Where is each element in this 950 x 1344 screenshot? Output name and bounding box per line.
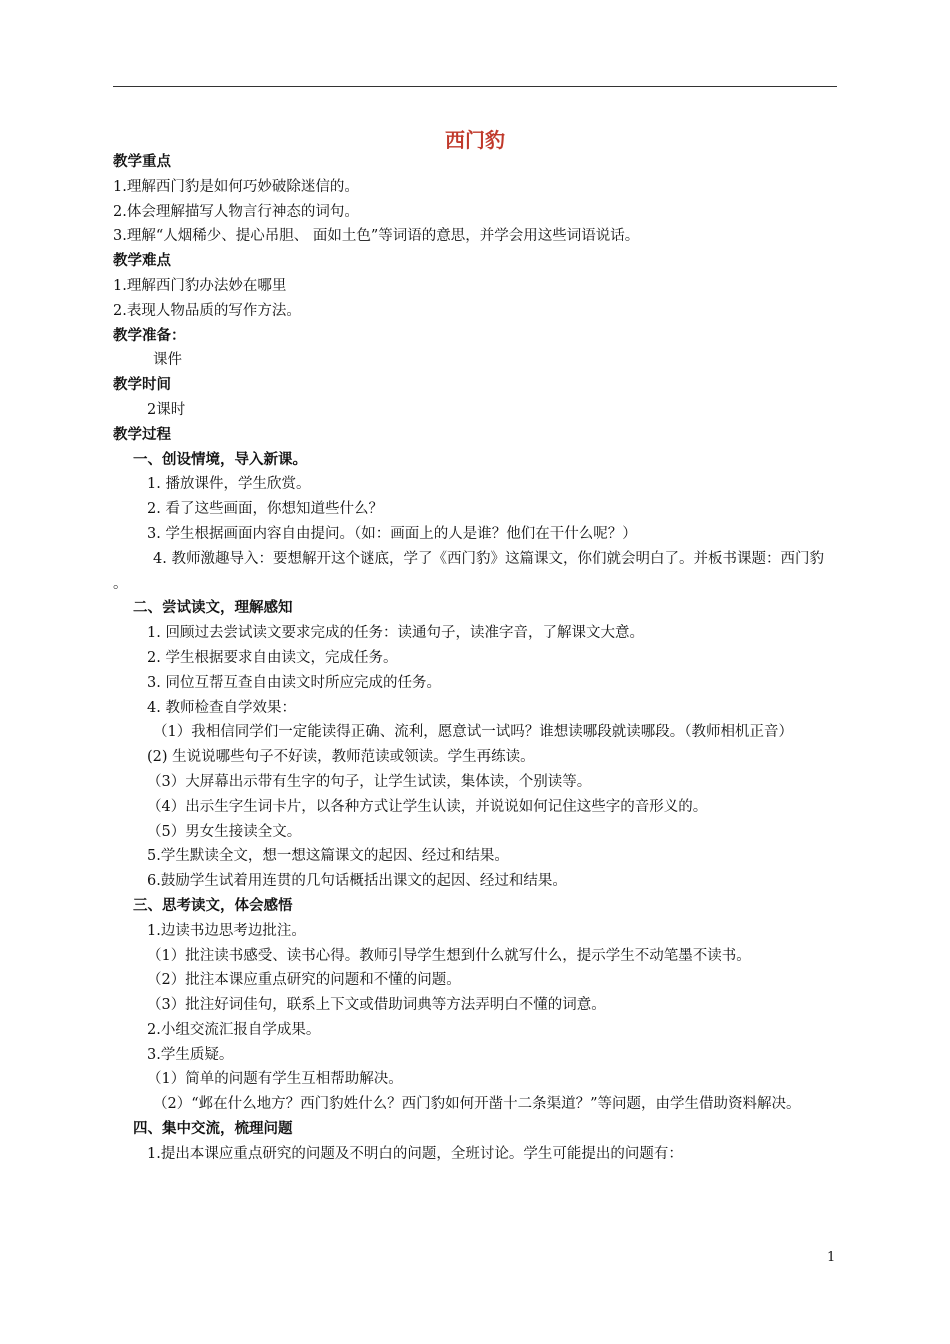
- text-line: 2.表现人物品质的写作方法。: [113, 302, 301, 319]
- text-line: 2.体会理解描写人物言行神态的词句。: [113, 203, 359, 220]
- text-line: 3. 同位互帮互查自由读文时所应完成的任务。: [147, 674, 441, 691]
- section-heading: 二、尝试读文，理解感知: [133, 600, 293, 617]
- document-title: 西门豹: [445, 128, 505, 152]
- text-line: （2）“邺在什么地方？西门豹姓什么？西门豹如何开凿十二条渠道？”等问题，由学生借助资料解决。: [153, 1096, 801, 1113]
- page-number: 1: [827, 1250, 836, 1265]
- text-line: （5）男女生接读全文。: [147, 823, 302, 840]
- text-line: 2课时: [147, 401, 186, 418]
- text-line: 2.小组交流汇报自学成果。: [147, 1021, 321, 1038]
- text-line: 1.提出本课应重点研究的问题及不明白的问题，全班讨论。学生可能提出的问题有：: [147, 1145, 683, 1162]
- text-line: 5.学生默读全文，想一想这篇课文的起因、经过和结果。: [147, 848, 509, 865]
- section-heading: 一、创设情境，导入新课。: [133, 451, 307, 468]
- text-line: 1. 回顾过去尝试读文要求完成的任务：读通句子，读准字音，了解课文大意。: [147, 625, 644, 642]
- text-line: 1.边读书边思考边批注。: [147, 922, 306, 939]
- text-line: 6.鼓励学生试着用连贯的几句话概括出课文的起因、经过和结果。: [147, 873, 567, 890]
- text-line: （3）批注好词佳句，联系上下文或借助词典等方法弄明白不懂的词意。: [147, 997, 606, 1014]
- section-heading: 教学难点: [113, 253, 171, 270]
- header-rule: [113, 86, 837, 87]
- text-line: （2）批注本课应重点研究的问题和不懂的问题。: [147, 972, 461, 989]
- text-line: 1.理解西门豹是如何巧妙破除迷信的。: [113, 178, 359, 195]
- text-line: （1）批注读书感受、读书心得。教师引导学生想到什么就写什么，提示学生不动笔墨不读书。: [147, 947, 751, 964]
- text-line: 3. 学生根据画面内容自由提问。（如：画面上的人是谁？他们在干什么呢？）: [147, 525, 637, 542]
- text-line: 4. 教师激趣导入：要想解开这个谜底，学了《西门豹》这篇课文，你们就会明白了。并板书课题：西门豹 。: [113, 550, 824, 592]
- text-line: 1.理解西门豹办法妙在哪里: [113, 277, 287, 294]
- text-line: 3.理解“人烟稀少、提心吊胆、 面如土色”等词语的意思，并学会用这些词语说话。: [113, 228, 640, 245]
- text-line: 3.学生质疑。: [147, 1046, 234, 1063]
- section-heading: 三、思考读文，体会感悟: [133, 897, 293, 914]
- text-line: (2) 生说说哪些句子不好读，教师范读或领读。学生再练读。: [147, 749, 535, 766]
- text-line: 2. 看了这些画面，你想知道些什么？: [147, 501, 383, 518]
- section-heading: 教学过程: [113, 426, 171, 443]
- text-line: 2. 学生根据要求自由读文，完成任务。: [147, 649, 398, 666]
- text-line: （1）简单的问题有学生互相帮助解决。: [147, 1071, 403, 1088]
- section-heading: 教学重点: [113, 154, 171, 170]
- text-line: （3）大屏幕出示带有生字的句子，让学生试读，集体读，个别读等。: [147, 773, 592, 790]
- text-line: 4. 教师检查自学效果：: [147, 699, 296, 716]
- section-heading: 教学时间: [113, 377, 171, 394]
- section-heading: 四、集中交流，梳理问题: [133, 1121, 293, 1138]
- section-heading: 教学准备：: [113, 327, 186, 344]
- text-line: （1）我相信同学们一定能读得正确、流利，愿意试一试吗？谁想读哪段就读哪段。（教师相机正音）: [153, 724, 793, 741]
- document-body: [113, 150, 837, 1167]
- text-line: 课件: [153, 352, 182, 369]
- text-line: 1. 播放课件，学生欣赏。: [147, 476, 311, 493]
- text-line: （4）出示生字生词卡片，以各种方式让学生认读，并说说如何记住这些字的音形义的。: [147, 798, 708, 815]
